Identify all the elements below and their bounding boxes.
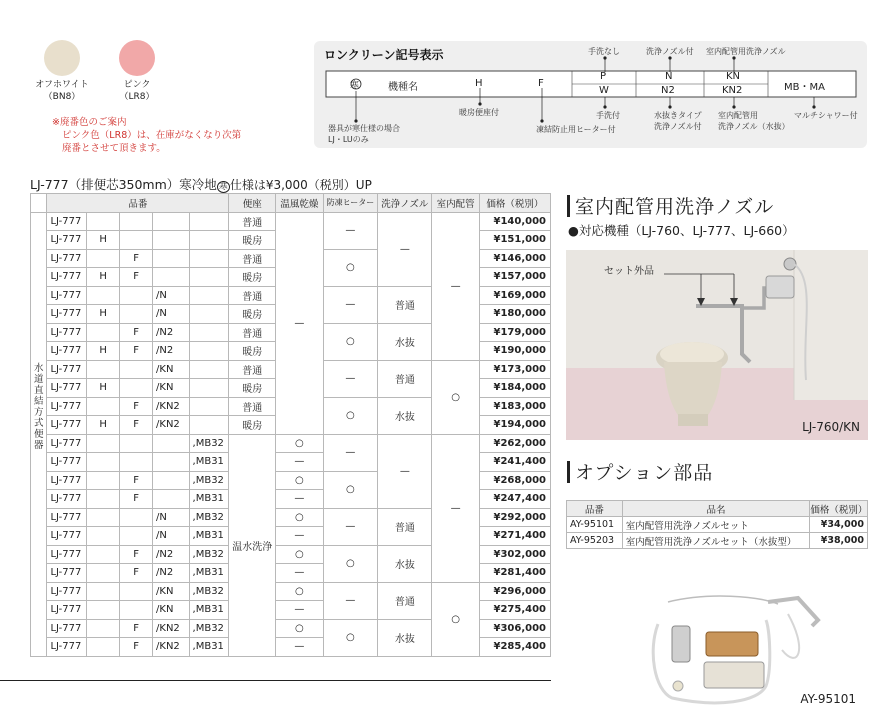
lbl-n: 洗浄ノズル付 bbox=[646, 47, 694, 56]
part-model: LJ-777 bbox=[47, 305, 87, 324]
part-model: LJ-777 bbox=[47, 249, 87, 268]
dryer-cell: — bbox=[276, 212, 323, 434]
nozzle-cell: 水抜 bbox=[378, 397, 432, 434]
price-cell: ¥194,000 bbox=[479, 416, 550, 435]
seat-cell: 普通 bbox=[229, 360, 276, 379]
lbl-p: 手洗なし bbox=[588, 47, 620, 56]
part-nozzle bbox=[153, 434, 190, 453]
dryer-cell: — bbox=[276, 527, 323, 546]
sym-w: W bbox=[599, 85, 609, 96]
pink-swatch bbox=[119, 40, 155, 76]
part-h bbox=[87, 249, 120, 268]
part-mb bbox=[189, 416, 229, 435]
price-cell: ¥190,000 bbox=[479, 342, 550, 361]
opt-header-price: 価格（税別） bbox=[810, 501, 868, 517]
part-model: LJ-777 bbox=[47, 286, 87, 305]
part-h bbox=[87, 582, 120, 601]
dryer-cell: ○ bbox=[276, 508, 323, 527]
heater-cell: — bbox=[323, 582, 378, 619]
part-mb bbox=[189, 249, 229, 268]
header-seat: 便座 bbox=[229, 194, 276, 213]
sym-kn: KN bbox=[726, 71, 741, 82]
lbl-cold: 器具が寒仕様の場合 LJ・LUのみ bbox=[328, 124, 400, 144]
part-f: F bbox=[120, 619, 153, 638]
dryer-cell: — bbox=[276, 564, 323, 583]
part-model: LJ-777 bbox=[47, 342, 87, 361]
heater-cell: ○ bbox=[323, 619, 378, 656]
lbl-kn: 室内配管用洗浄ノズル bbox=[706, 47, 786, 56]
part-nozzle: /N bbox=[153, 508, 190, 527]
nozzle-cell: — bbox=[378, 212, 432, 286]
part-f bbox=[120, 508, 153, 527]
part-nozzle bbox=[153, 249, 190, 268]
part-model: LJ-777 bbox=[47, 231, 87, 250]
opt-name: 室内配管用洗浄ノズルセット bbox=[622, 517, 810, 533]
price-cell: ¥271,400 bbox=[479, 527, 550, 546]
photo-label: LJ-760/KN bbox=[802, 420, 860, 434]
part-h bbox=[87, 434, 120, 453]
heater-cell: — bbox=[323, 434, 378, 471]
part-mb bbox=[189, 323, 229, 342]
option-table bbox=[566, 500, 868, 549]
part-nozzle: /KN2 bbox=[153, 416, 190, 435]
indoor-cell: ○ bbox=[432, 582, 479, 656]
dryer-cell: ○ bbox=[276, 434, 323, 453]
heater-cell: ○ bbox=[323, 249, 378, 286]
part-mb: ,MB31 bbox=[189, 564, 229, 583]
nozzle-cell: — bbox=[378, 434, 432, 508]
price-cell: ¥281,400 bbox=[479, 564, 550, 583]
lbl-kn2: 室内配管用 洗浄ノズル（水抜） bbox=[718, 111, 790, 131]
price-cell: ¥247,400 bbox=[479, 490, 550, 509]
part-f: F bbox=[120, 268, 153, 287]
heater-cell: — bbox=[323, 286, 378, 323]
toilet-photo bbox=[566, 250, 868, 440]
header-heater: 防凍ヒーター bbox=[323, 194, 378, 213]
part-nozzle: /KN bbox=[153, 601, 190, 620]
price-cell: ¥146,000 bbox=[479, 249, 550, 268]
seat-cell: 普通 bbox=[229, 249, 276, 268]
part-nozzle: /N bbox=[153, 286, 190, 305]
part-nozzle: /KN bbox=[153, 379, 190, 398]
opt-price: ¥38,000 bbox=[810, 533, 868, 549]
nozzle-cell: 普通 bbox=[378, 360, 432, 397]
part-nozzle: /N bbox=[153, 527, 190, 546]
bottom-rule bbox=[0, 680, 551, 681]
table-row bbox=[31, 434, 551, 453]
part-h bbox=[87, 323, 120, 342]
dryer-cell: ○ bbox=[276, 619, 323, 638]
symbol-legend bbox=[314, 41, 867, 148]
part-nozzle bbox=[153, 490, 190, 509]
seat-cell: 温水洗浄 bbox=[229, 434, 276, 656]
heater-cell: — bbox=[323, 360, 378, 397]
part-h bbox=[87, 527, 120, 546]
price-cell: ¥184,000 bbox=[479, 379, 550, 398]
heater-cell: ○ bbox=[323, 397, 378, 434]
indoor-cell: ○ bbox=[432, 360, 479, 434]
pink-label: ピンク （LR8） bbox=[119, 80, 155, 102]
part-f bbox=[120, 582, 153, 601]
lbl-h: 暖房便座付 bbox=[459, 108, 499, 117]
part-mb bbox=[189, 342, 229, 361]
part-mb: ,MB32 bbox=[189, 582, 229, 601]
dryer-cell: ○ bbox=[276, 471, 323, 490]
model-label: 機種名 bbox=[388, 82, 418, 93]
part-h: H bbox=[87, 305, 120, 324]
heater-cell: — bbox=[323, 508, 378, 545]
seat-cell: 暖房 bbox=[229, 231, 276, 250]
part-h bbox=[87, 564, 120, 583]
price-cell: ¥306,000 bbox=[479, 619, 550, 638]
part-mb bbox=[189, 360, 229, 379]
part-h bbox=[87, 619, 120, 638]
part-h: H bbox=[87, 268, 120, 287]
table-header-row bbox=[31, 194, 551, 213]
price-cell: ¥173,000 bbox=[479, 360, 550, 379]
section1-title: 室内配管用洗浄ノズル bbox=[575, 196, 775, 218]
header-price: 価格（税別） bbox=[479, 194, 550, 213]
part-f: F bbox=[120, 564, 153, 583]
part-h bbox=[87, 471, 120, 490]
part-h bbox=[87, 453, 120, 472]
part-model: LJ-777 bbox=[47, 379, 87, 398]
part-mb: ,MB32 bbox=[189, 471, 229, 490]
part-nozzle: /N2 bbox=[153, 545, 190, 564]
price-cell: ¥296,000 bbox=[479, 582, 550, 601]
part-f: F bbox=[120, 249, 153, 268]
part-mb: ,MB31 bbox=[189, 638, 229, 657]
discontinued-note: ※廃番色のご案内 ピンク色（LR8）は、在庫がなくなり次第 廃番とさせて頂きます。 bbox=[52, 117, 242, 154]
heater-cell: — bbox=[323, 212, 378, 249]
part-model: LJ-777 bbox=[47, 212, 87, 231]
part-model: LJ-777 bbox=[47, 527, 87, 546]
nozzle-cell: 水抜 bbox=[378, 619, 432, 656]
nozzle-cell: 水抜 bbox=[378, 545, 432, 582]
part-nozzle bbox=[153, 471, 190, 490]
sym-kn2: KN2 bbox=[722, 85, 743, 96]
part-model: LJ-777 bbox=[47, 471, 87, 490]
option-row bbox=[567, 517, 868, 533]
lbl-w: 手洗付 bbox=[596, 111, 620, 120]
header-nozzle: 洗浄ノズル bbox=[378, 194, 432, 213]
part-f bbox=[120, 601, 153, 620]
offwhite-swatch bbox=[44, 40, 80, 76]
opt-header-name: 品名 bbox=[622, 501, 810, 517]
part-f: F bbox=[120, 342, 153, 361]
nozzle-cell: 普通 bbox=[378, 508, 432, 545]
dryer-cell: — bbox=[276, 453, 323, 472]
sym-h: H bbox=[475, 78, 483, 89]
part-h bbox=[87, 286, 120, 305]
part-nozzle: /KN bbox=[153, 582, 190, 601]
part-mb bbox=[189, 379, 229, 398]
part-nozzle: /N2 bbox=[153, 342, 190, 361]
part-model: LJ-777 bbox=[47, 508, 87, 527]
part-h: H bbox=[87, 231, 120, 250]
part-mb: ,MB31 bbox=[189, 490, 229, 509]
heater-cell: ○ bbox=[323, 323, 378, 360]
part-f bbox=[120, 527, 153, 546]
dryer-cell: — bbox=[276, 490, 323, 509]
seat-cell: 暖房 bbox=[229, 268, 276, 287]
option-header-row bbox=[567, 501, 868, 517]
part-model: LJ-777 bbox=[47, 434, 87, 453]
lbl-mb: マルチシャワー付 bbox=[794, 111, 858, 120]
price-cell: ¥302,000 bbox=[479, 545, 550, 564]
table-row bbox=[31, 212, 551, 231]
part-h: H bbox=[87, 342, 120, 361]
part-mb bbox=[189, 305, 229, 324]
side-label: 水 道 直 結 方 式 便 器 bbox=[31, 212, 47, 656]
lbl-f: 凍結防止用ヒーター付 bbox=[536, 125, 616, 134]
opt-header-part: 品番 bbox=[567, 501, 623, 517]
part-h bbox=[87, 490, 120, 509]
part-model: LJ-777 bbox=[47, 416, 87, 435]
header-dryer: 温風乾燥 bbox=[276, 194, 323, 213]
dryer-cell: ○ bbox=[276, 545, 323, 564]
part-mb bbox=[189, 268, 229, 287]
part-mb bbox=[189, 286, 229, 305]
cold-mark: 寒 bbox=[350, 81, 360, 91]
sym-n: N bbox=[665, 71, 673, 82]
parts-photo bbox=[648, 590, 878, 710]
part-model: LJ-777 bbox=[47, 397, 87, 416]
opt-part: AY-95203 bbox=[567, 533, 623, 549]
part-f bbox=[120, 231, 153, 250]
part-nozzle bbox=[153, 453, 190, 472]
part-h bbox=[87, 212, 120, 231]
part-model: LJ-777 bbox=[47, 564, 87, 583]
part-model: LJ-777 bbox=[47, 619, 87, 638]
header-indoor: 室内配管 bbox=[432, 194, 479, 213]
part-nozzle bbox=[153, 231, 190, 250]
part-f bbox=[120, 360, 153, 379]
nozzle-cell: 水抜 bbox=[378, 323, 432, 360]
part-f: F bbox=[120, 638, 153, 657]
part-mb: ,MB32 bbox=[189, 545, 229, 564]
part-mb bbox=[189, 397, 229, 416]
heater-cell: ○ bbox=[323, 471, 378, 508]
opt-price: ¥34,000 bbox=[810, 517, 868, 533]
part-mb bbox=[189, 231, 229, 250]
seat-cell: 普通 bbox=[229, 323, 276, 342]
photo-callout: セット外品 bbox=[604, 266, 654, 277]
price-cell: ¥268,000 bbox=[479, 471, 550, 490]
price-cell: ¥180,000 bbox=[479, 305, 550, 324]
part-f bbox=[120, 453, 153, 472]
part-f bbox=[120, 434, 153, 453]
opt-part: AY-95101 bbox=[567, 517, 623, 533]
part-model: LJ-777 bbox=[47, 545, 87, 564]
part-nozzle: /N2 bbox=[153, 564, 190, 583]
part-f: F bbox=[120, 323, 153, 342]
seat-cell: 暖房 bbox=[229, 305, 276, 324]
price-cell: ¥285,400 bbox=[479, 638, 550, 657]
part-nozzle: /N bbox=[153, 305, 190, 324]
part-mb: ,MB31 bbox=[189, 601, 229, 620]
part-f: F bbox=[120, 416, 153, 435]
part-mb: ,MB31 bbox=[189, 527, 229, 546]
price-cell: ¥140,000 bbox=[479, 212, 550, 231]
part-h bbox=[87, 545, 120, 564]
table-caption: LJ-777（排便芯350mm）寒冷地 寒 仕様は¥3,000（税別）UP bbox=[30, 177, 372, 192]
indoor-cell: — bbox=[432, 212, 479, 360]
seat-cell: 暖房 bbox=[229, 416, 276, 435]
opt-name: 室内配管用洗浄ノズルセット（水抜型） bbox=[622, 533, 810, 549]
sym-p: P bbox=[600, 71, 607, 82]
price-cell: ¥179,000 bbox=[479, 323, 550, 342]
sym-mb: MB・MA bbox=[784, 82, 825, 93]
part-f bbox=[120, 212, 153, 231]
indoor-cell: — bbox=[432, 434, 479, 582]
heater-cell: ○ bbox=[323, 545, 378, 582]
part-nozzle bbox=[153, 268, 190, 287]
part-h: H bbox=[87, 379, 120, 398]
part-nozzle: /KN bbox=[153, 360, 190, 379]
part-f: F bbox=[120, 545, 153, 564]
part-f bbox=[120, 286, 153, 305]
part-h: H bbox=[87, 416, 120, 435]
table-row bbox=[31, 582, 551, 601]
section2-title: オプション部品 bbox=[575, 462, 714, 484]
price-cell: ¥151,000 bbox=[479, 231, 550, 250]
part-mb: ,MB32 bbox=[189, 434, 229, 453]
price-cell: ¥169,000 bbox=[479, 286, 550, 305]
symbol-title: ロンクリーン記号表示 bbox=[324, 48, 444, 62]
part-model: LJ-777 bbox=[47, 601, 87, 620]
part-f: F bbox=[120, 471, 153, 490]
part-f bbox=[120, 379, 153, 398]
option-row bbox=[567, 533, 868, 549]
parts-label: AY-95101 bbox=[800, 692, 856, 706]
seat-cell: 普通 bbox=[229, 397, 276, 416]
offwhite-label: オフホワイト （BN8） bbox=[35, 80, 89, 102]
part-model: LJ-777 bbox=[47, 268, 87, 287]
price-cell: ¥183,000 bbox=[479, 397, 550, 416]
part-model: LJ-777 bbox=[47, 360, 87, 379]
dryer-cell: — bbox=[276, 601, 323, 620]
sym-n2: N2 bbox=[661, 85, 675, 96]
part-f bbox=[120, 305, 153, 324]
part-model: LJ-777 bbox=[47, 453, 87, 472]
price-cell: ¥241,400 bbox=[479, 453, 550, 472]
part-model: LJ-777 bbox=[47, 490, 87, 509]
dryer-cell: — bbox=[276, 638, 323, 657]
nozzle-cell: 普通 bbox=[378, 286, 432, 323]
part-mb: ,MB32 bbox=[189, 508, 229, 527]
part-h bbox=[87, 360, 120, 379]
part-f: F bbox=[120, 397, 153, 416]
part-h bbox=[87, 601, 120, 620]
seat-cell: 普通 bbox=[229, 212, 276, 231]
seat-cell: 普通 bbox=[229, 286, 276, 305]
header-part-no: 品番 bbox=[47, 194, 229, 213]
nozzle-cell: 普通 bbox=[378, 582, 432, 619]
sym-f: F bbox=[538, 78, 544, 89]
price-cell: ¥262,000 bbox=[479, 434, 550, 453]
part-mb bbox=[189, 212, 229, 231]
price-cell: ¥157,000 bbox=[479, 268, 550, 287]
part-h bbox=[87, 508, 120, 527]
part-nozzle: /KN2 bbox=[153, 397, 190, 416]
part-h bbox=[87, 638, 120, 657]
part-mb: ,MB31 bbox=[189, 453, 229, 472]
part-nozzle bbox=[153, 212, 190, 231]
part-nozzle: /KN2 bbox=[153, 619, 190, 638]
part-model: LJ-777 bbox=[47, 323, 87, 342]
part-nozzle: /KN2 bbox=[153, 638, 190, 657]
part-nozzle: /N2 bbox=[153, 323, 190, 342]
price-cell: ¥275,400 bbox=[479, 601, 550, 620]
price-cell: ¥292,000 bbox=[479, 508, 550, 527]
part-model: LJ-777 bbox=[47, 582, 87, 601]
seat-cell: 暖房 bbox=[229, 379, 276, 398]
part-model: LJ-777 bbox=[47, 638, 87, 657]
compatible-models: ●対応機種（LJ-760、LJ-777、LJ-660） bbox=[568, 223, 795, 238]
seat-cell: 暖房 bbox=[229, 342, 276, 361]
part-h bbox=[87, 397, 120, 416]
lbl-n2: 水抜きタイプ 洗浄ノズル付 bbox=[654, 111, 702, 131]
dryer-cell: ○ bbox=[276, 582, 323, 601]
part-f: F bbox=[120, 490, 153, 509]
part-mb: ,MB32 bbox=[189, 619, 229, 638]
product-table bbox=[30, 193, 551, 657]
